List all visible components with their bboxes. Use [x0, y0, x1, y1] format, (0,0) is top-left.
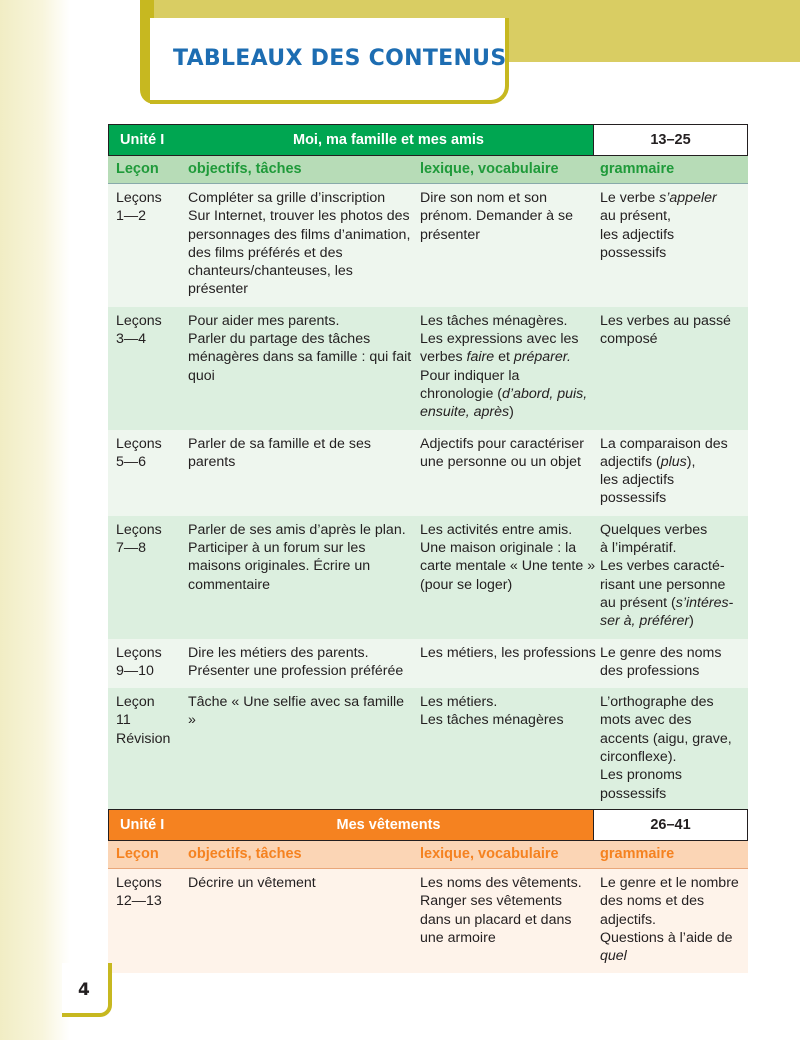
cell-lexicon: Les activités entre amis. Une maison originale : la carte mentale « Une tente » (pour se loger): [420, 521, 596, 593]
cell-lesson: Leçons 12—13: [116, 875, 162, 910]
cell-lexicon: Les noms des vêtements. Ranger ses vêtements dans un placard et dans une armoire: [420, 875, 582, 946]
unit-table-2: [108, 809, 748, 973]
cell-grammar: Les verbes au passé composé: [600, 312, 731, 348]
cell-lexicon: Les métiers, les professions: [420, 644, 596, 661]
col-lexicon: lexique, vocabulaire: [420, 846, 559, 863]
unit-pages: 26–41: [593, 810, 747, 840]
unit-label: Unité I: [109, 125, 184, 155]
cell-lexicon: Les tâches ménagères. Les expressions avec les verbes faire et préparer. Pour indiquer la chronologie (d’abord, puis, ensuite, après): [420, 312, 588, 421]
cell-grammar: Le genre et le nombre des noms et des adjectifs. Questions à l’aide de quel: [600, 875, 739, 965]
cell-objectives: Dire les métiers des parents. Présenter une profession préférée: [188, 644, 404, 679]
table-row: [108, 516, 748, 639]
col-lesson: Leçon: [116, 846, 159, 863]
table-row: [108, 869, 748, 973]
cell-grammar: Le genre des noms des professions: [600, 644, 722, 679]
cell-lesson: Leçons 9—10: [116, 644, 162, 679]
col-objectives: objectifs, tâches: [188, 846, 302, 863]
cell-objectives: Compléter sa grille d’inscription Sur Internet, trouver les photos des personnages des films d’animation, des films préférés et des chanteurs/chanteuses, les présenter: [188, 190, 411, 298]
col-grammar: grammaire: [600, 161, 675, 178]
cell-objectives: Pour aider mes parents. Parler du partage des tâches ménagères dans sa famille : qui fait quoi: [188, 312, 412, 384]
cell-objectives: Tâche « Une selfie avec sa famille »: [188, 694, 405, 729]
unit-header: [108, 809, 748, 841]
table-row: [108, 184, 748, 307]
table-row: [108, 430, 748, 516]
cell-lexicon: Les métiers. Les tâches ménagères: [420, 694, 564, 729]
page-title: TABLEAUX DES CONTENUS: [173, 46, 507, 71]
unit-label: Unité I: [109, 810, 184, 840]
cell-lesson: Leçons 5—6: [116, 435, 162, 470]
column-headers: [108, 841, 748, 869]
unit-header: [108, 124, 748, 156]
cell-objectives: Parler de sa famille et de ses parents: [188, 435, 371, 470]
cell-lesson: Leçons 1—2: [116, 190, 162, 225]
cell-objectives: Décrire un vêtement: [188, 875, 316, 891]
cell-grammar: La comparaison des adjectifs (plus), les adjectifs possessifs: [600, 435, 728, 507]
col-objectives: objectifs, tâches: [188, 161, 302, 178]
cell-lexicon: Adjectifs pour caractériser une personne ou un objet: [420, 435, 585, 470]
col-grammar: grammaire: [600, 846, 675, 863]
unit-title: Moi, ma famille et mes amis: [184, 125, 593, 155]
unit-table-1: [108, 124, 748, 811]
cell-objectives: Parler de ses amis d’après le plan. Participer à un forum sur les maisons originales. Écrire un commentaire: [188, 521, 406, 593]
cell-grammar: Quelques verbes à l’impératif. Les verbes caracté-risant une personne au présent (s’intéres-ser à, préférer): [600, 521, 734, 630]
unit-pages: 13–25: [593, 125, 747, 155]
cell-lesson: Leçons 7—8: [116, 521, 162, 557]
cell-grammar: Le verbe s’appeler au présent, les adjectifs possessifs: [600, 190, 717, 261]
col-lexicon: lexique, vocabulaire: [420, 161, 559, 178]
table-row: [108, 639, 748, 689]
table-row: [108, 688, 748, 811]
cell-lesson: Leçon 11 Révision: [116, 694, 171, 747]
table-row: [108, 307, 748, 430]
column-headers: [108, 156, 748, 184]
cell-grammar: L’orthographe des mots avec des accents (aigu, grave, circonflexe). Les pronoms possessifs: [600, 694, 732, 802]
unit-title: Mes vêtements: [184, 810, 593, 840]
cell-lexicon: Dire son nom et son prénom. Demander à se présenter: [420, 190, 573, 243]
cell-lesson: Leçons 3—4: [116, 312, 162, 348]
left-decorative-band: [0, 0, 70, 1040]
page-number: 4: [78, 980, 90, 1000]
col-lesson: Leçon: [116, 161, 159, 178]
